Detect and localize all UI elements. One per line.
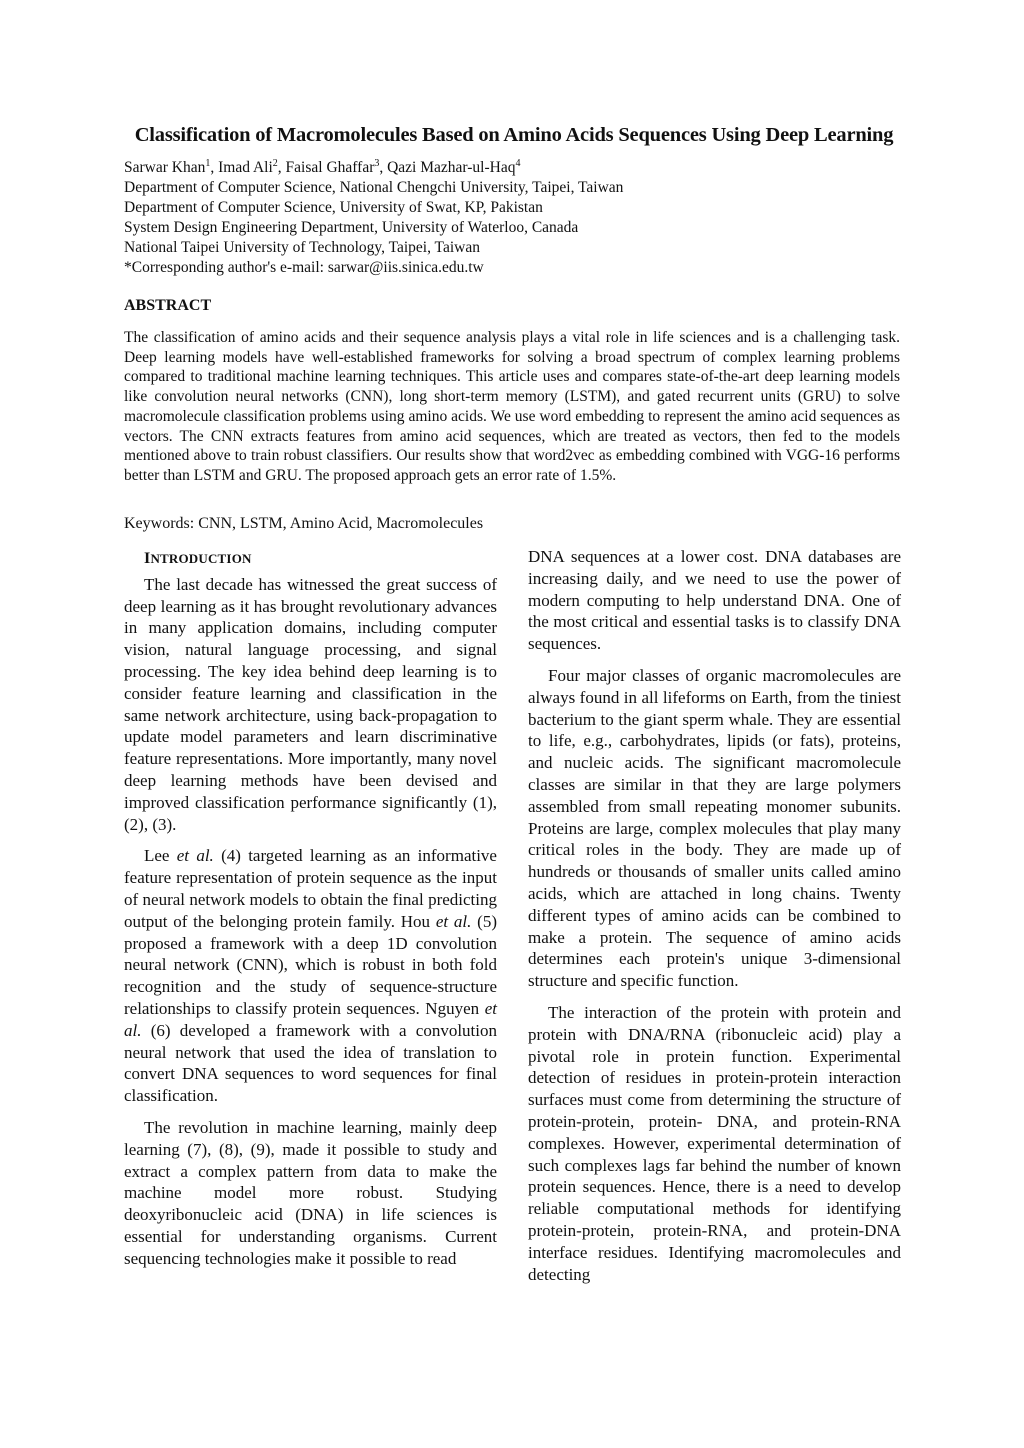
affiliation-mark: 1 [205, 157, 211, 169]
keywords: Keywords: CNN, LSTM, Amino Acid, Macromolecules [124, 515, 484, 532]
left-column [124, 546, 497, 1280]
author-list: Sarwar Khan$^1$, Imad Ali$^2$, Faisal Ghaffar$^3$, Qazi Mazhar-ul-Haq$^4$ [124, 157, 521, 176]
affiliation-line: Department of Computer Science, National Chengchi University, Taipei, Taiwan [124, 179, 624, 196]
paragraph: The last decade has witnessed the great success of deep learning as it has brought revolutionary advances in many application domains, including computer vision, natural language processing, and signal processing. The key idea behind deep learning is to consider feature learning and classification in the same network architecture, using back-propagation to update model parameters and learn discriminative feature representations. More importantly, many novel deep learning methods have been devised and improved classification performance significantly (1), (2), (3). [124, 574, 497, 834]
author-name: Qazi Mazhar-ul-Haq [387, 159, 516, 176]
paper-title: Classification of Macromolecules Based on Amino Acids Sequences Using Deep Learning [134, 124, 894, 146]
author-name: Faisal Ghaffar [285, 159, 375, 176]
corresponding-author-email: *Corresponding author's e-mail: sarwar@iis.sinica.edu.tw [124, 259, 484, 276]
author-block [124, 158, 904, 278]
abstract-text: The classification of amino acids and their sequence analysis plays a vital role in life sciences and is a challenging task. Deep learning models have well-established frameworks for solving a broad spectrum of complex learning problems compared to traditional machine learning techniques. This article uses and compares state-of-the-art deep learning models like convolution neural networks (CNN), long short-term memory (LSTM), and gated recurrent units (GRU) to solve macromolecule classification problems using amino acids. We use word embedding to represent the amino acid sequences as vectors. The CNN extracts features from amino acid sequences, which are treated as vectors, then fed to the models mentioned above to train robust classifiers. Our results show that word2vec as embedding combined with VGG-16 performs better than LSTM and GRU. The proposed approach gets an error rate of 1.5%. [124, 329, 900, 484]
paragraph: The revolution in machine learning, mainly deep learning (7), (8), (9), made it possible to study and extract a complex pattern from data to make the machine model more robust. Studying deoxyribonucleic acid (DNA) in life sciences is essential for understanding organisms. Current sequencing technologies make it possible to read [124, 1117, 497, 1268]
paragraph: The interaction of the protein with protein and protein with DNA/RNA (ribonucleic acid) play a pivotal role in protein function. Experimental detection of residues in protein-protein interaction surfaces must come from determining the structure of protein-protein, protein- DNA, and protein-RNA complexes. However, experimental determination of such complexes lags far behind the number of known protein sequences. Hence, there is a need to develop reliable computational methods for identifying protein-protein, protein-RNA, and protein-DNA interface residues. Identifying macromolecules and detecting [528, 1002, 901, 1284]
affiliation-line: System Design Engineering Department, University of Waterloo, Canada [124, 219, 579, 236]
right-column [528, 546, 901, 1295]
abstract-heading: ABSTRACT [124, 297, 212, 314]
affiliation-line: Department of Computer Science, University of Swat, KP, Pakistan [124, 199, 543, 216]
affiliation-mark: 3 [374, 157, 380, 169]
author-name: Imad Ali [218, 159, 273, 176]
affiliation-mark: 2 [272, 157, 278, 169]
paragraph: Lee et al. (4) targeted learning as an informative feature representation of protein sequence as the input of neural network models to obtain the final predicting output of the belonging protein family. Hou et al. (5) proposed a framework with a deep 1D convolution neural network (CNN), which is robust in both fold recognition and the study of sequence-structure relationships to classify protein sequences. Nguyen et al. (6) developed a framework with a convolution neural network that used the idea of translation to convert DNA sequences to word sequences for final classification. [124, 846, 497, 1106]
author-name: Sarwar Khan [124, 159, 206, 176]
affiliation-mark: 4 [515, 157, 521, 169]
paragraph: Four major classes of organic macromolecules are always found in all lifeforms on Earth, from the tiniest bacterium to the giant sperm whale. They are essential to life, e.g., carbohydrates, lipids (or fats), proteins, and nucleic acids. The significant macromolecule classes are similar in that they are large polymers assembled from small repeating monomer subunits. Proteins are large, complex molecules that play many critical roles in the body. They are made up of hundreds or thousands of smaller units called amino acids, which are attached in long chains. Twenty different types of amino acids can be combined to make a protein. The sequence of amino acids determines each protein's unique 3-dimensional structure and specific function. [528, 665, 901, 991]
paragraph: DNA sequences at a lower cost. DNA databases are increasing daily, and we need to use the power of modern computing to help understand DNA. One of the most critical and essential tasks is to classify DNA sequences. [528, 547, 901, 654]
introduction-heading: INTRODUCTION [144, 550, 252, 567]
affiliation-line: National Taipei University of Technology, Taipei, Taiwan [124, 239, 480, 256]
